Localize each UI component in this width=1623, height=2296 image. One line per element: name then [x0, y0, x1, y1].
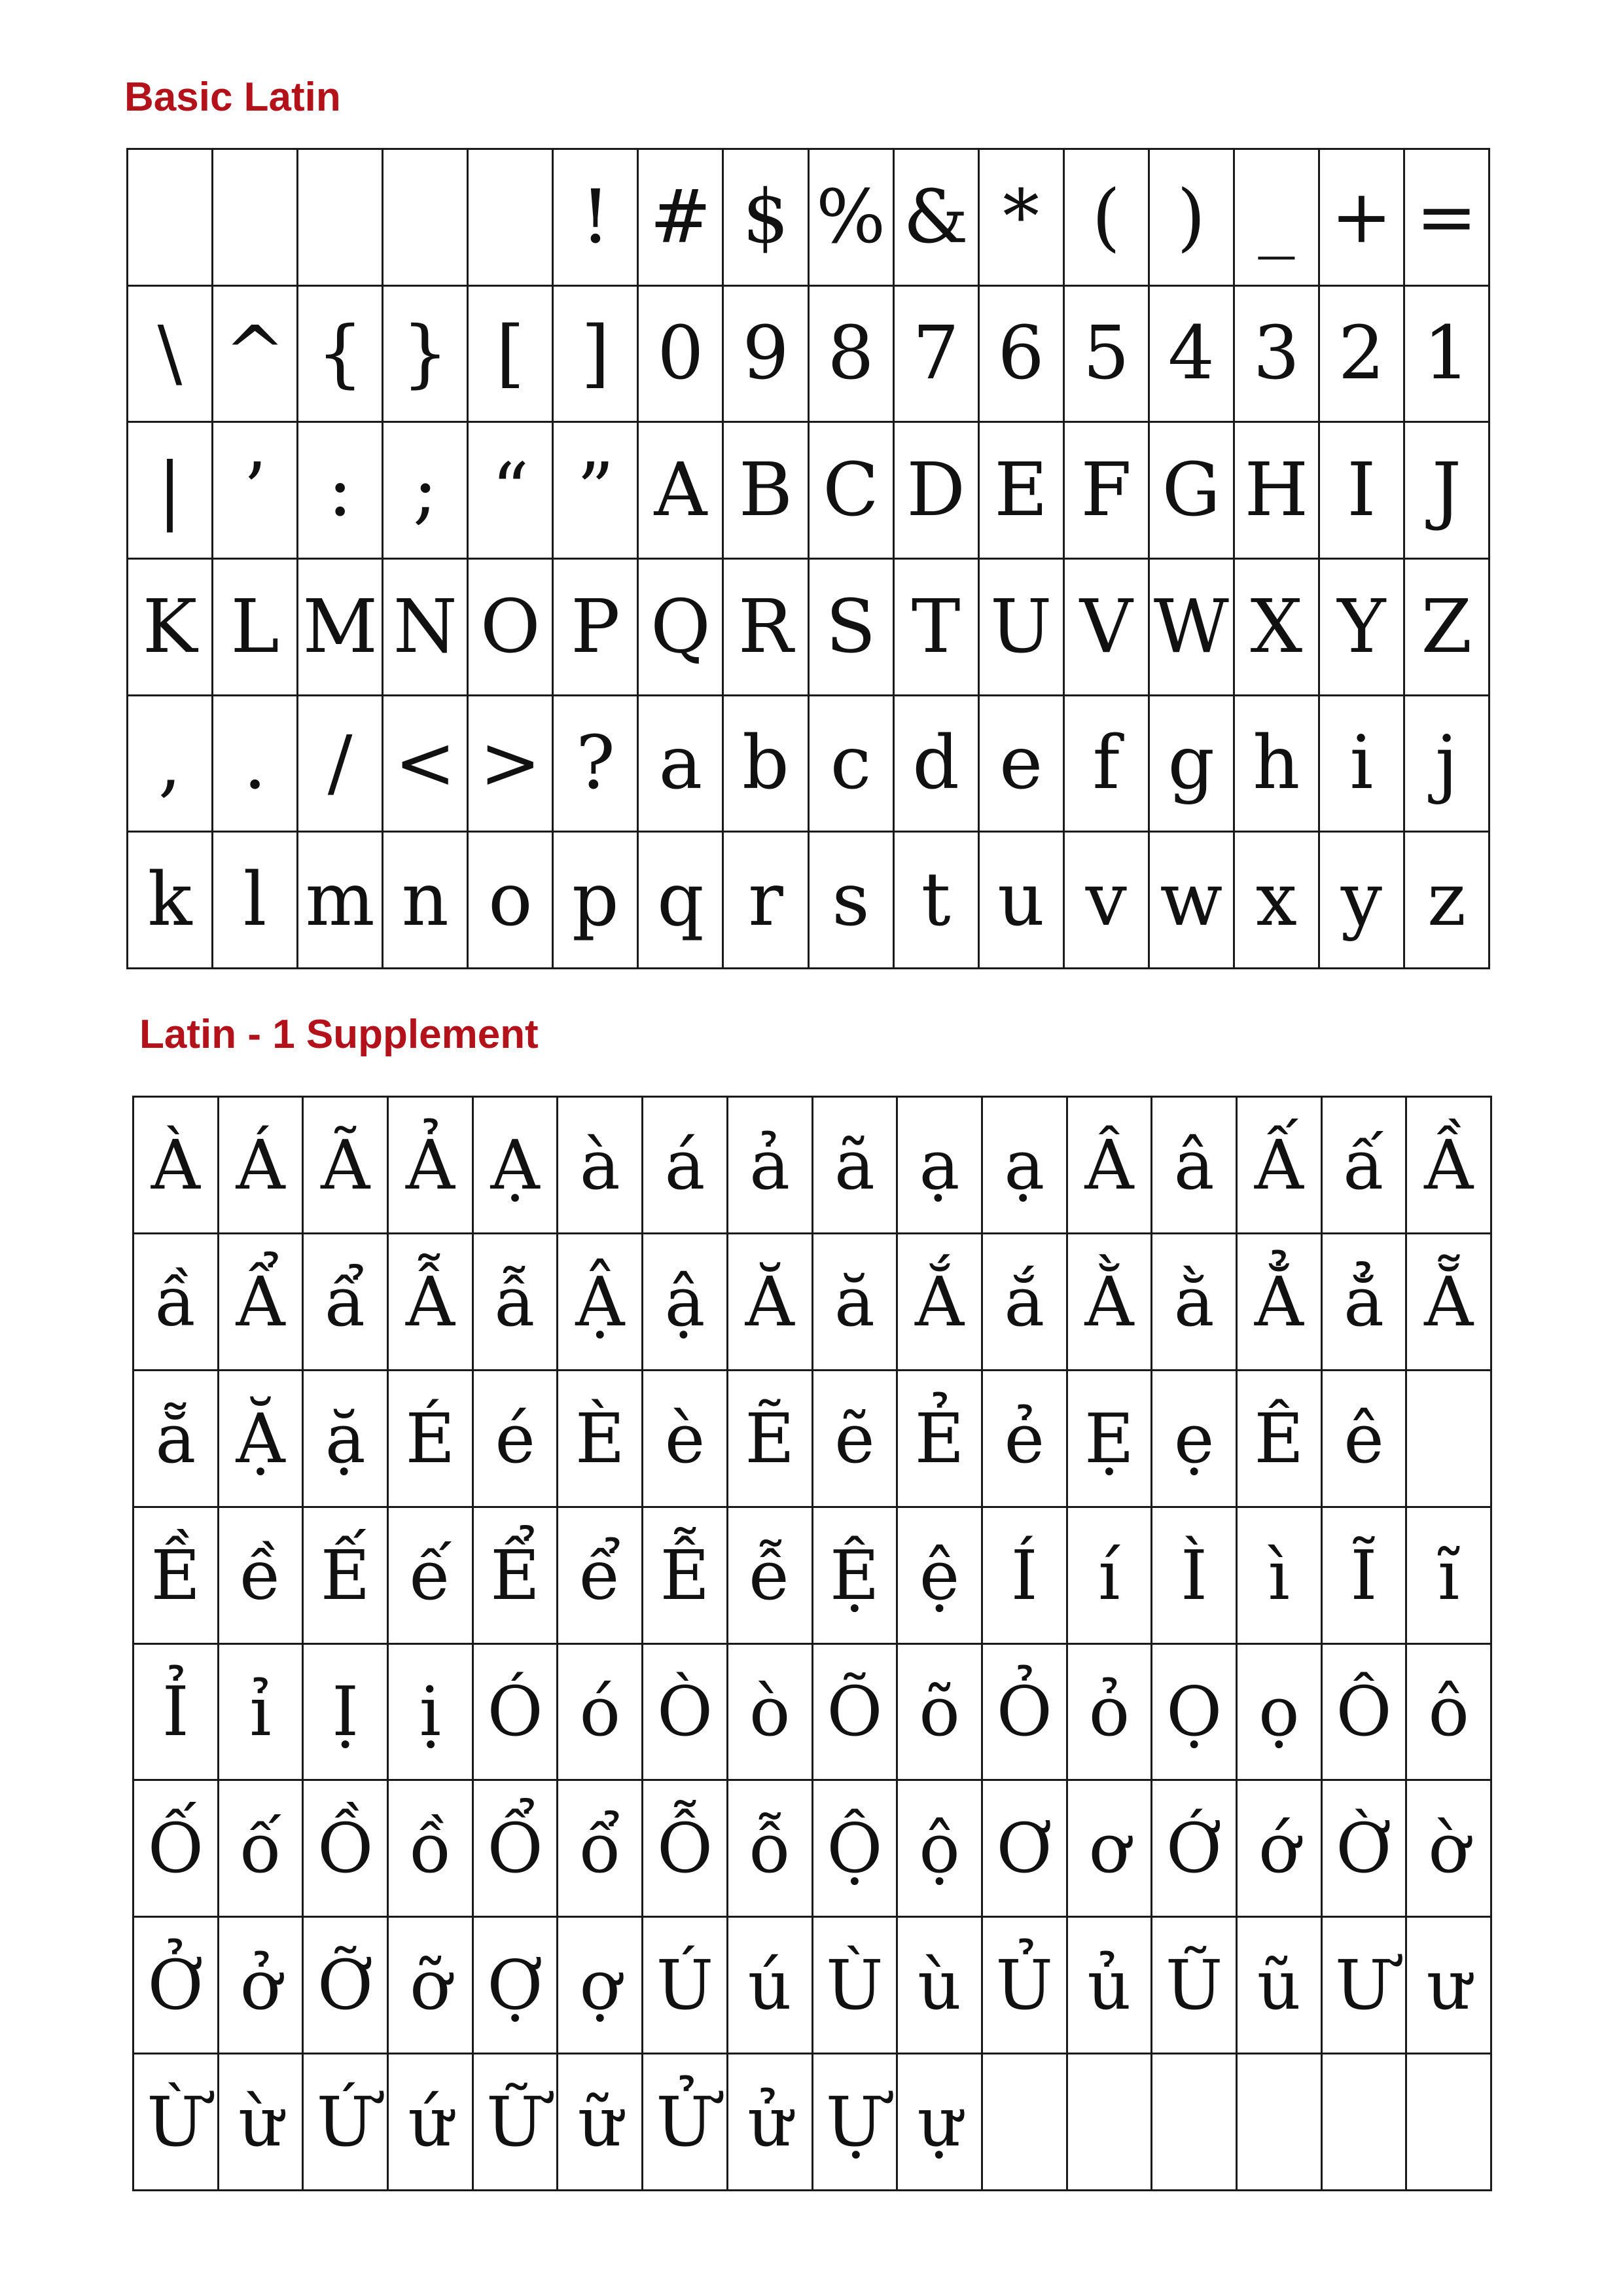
glyph-cell: Í [983, 1508, 1068, 1645]
glyph-cell: Ạ [474, 1098, 559, 1234]
glyph-cell: | [128, 423, 213, 560]
glyph-cell-empty [1407, 1371, 1492, 1508]
glyph-cell: R [724, 560, 809, 696]
glyph-cell: ặ [304, 1371, 389, 1508]
glyph-cell: P [554, 560, 639, 696]
glyph-cell: Ợ [474, 1918, 559, 2054]
section-title-latin-1-supplement: Latin - 1 Supplement [139, 1012, 539, 1057]
glyph-cell: È [558, 1371, 643, 1508]
glyph-cell: i [1320, 696, 1405, 833]
glyph-cell: ứ [389, 2054, 474, 2191]
glyph-cell: } [383, 287, 469, 423]
glyph-cell: W [1150, 560, 1235, 696]
glyph-cell: Ứ [304, 2054, 389, 2191]
glyph-cell-empty [1152, 2054, 1238, 2191]
glyph-cell: Ủ [983, 1918, 1068, 2054]
glyph-cell: k [128, 833, 213, 969]
glyph-cell: Ả [389, 1098, 474, 1234]
glyph-cell: ủ [1068, 1918, 1153, 2054]
glyph-cell: Ê [1238, 1371, 1323, 1508]
glyph-cell: c [810, 696, 895, 833]
glyph-cell: 4 [1150, 287, 1235, 423]
glyph-cell: ỉ [219, 1645, 304, 1782]
glyph-cell: m [298, 833, 383, 969]
glyph-cell: ] [554, 287, 639, 423]
glyph-cell: ấ [1323, 1098, 1408, 1234]
glyph-cell: Ẽ [728, 1371, 813, 1508]
glyph-cell: ẳ [1323, 1234, 1408, 1371]
glyph-cell: x [1235, 833, 1320, 969]
glyph-cell: = [1405, 150, 1490, 287]
glyph-cell: 1 [1405, 287, 1490, 423]
glyph-cell: , [128, 696, 213, 833]
glyph-cell-empty [1068, 2054, 1153, 2191]
section-title-basic-latin: Basic Latin [124, 75, 341, 120]
glyph-cell: ẹ [1152, 1371, 1238, 1508]
glyph-cell: Ơ [983, 1781, 1068, 1918]
glyph-cell: ú [728, 1918, 813, 2054]
glyph-cell: & [895, 150, 980, 287]
glyph-cell-empty [298, 150, 383, 287]
glyph-cell: Õ [813, 1645, 899, 1782]
glyph-cell: < [383, 696, 469, 833]
glyph-cell: Ỡ [304, 1918, 389, 2054]
glyph-cell: õ [898, 1645, 983, 1782]
glyph-cell: A [639, 423, 724, 560]
glyph-cell: ẵ [134, 1371, 219, 1508]
glyph-cell: ò [728, 1645, 813, 1782]
glyph-cell-empty [1407, 2054, 1492, 2191]
glyph-cell: Ẳ [1238, 1234, 1323, 1371]
glyph-cell: 7 [895, 287, 980, 423]
glyph-cell: L [213, 560, 298, 696]
glyph-cell: “ [469, 423, 554, 560]
glyph-cell: á [643, 1098, 728, 1234]
glyph-cell: ữ [558, 2054, 643, 2191]
glyph-cell: Ẹ [1068, 1371, 1153, 1508]
glyph-cell: Ậ [558, 1234, 643, 1371]
glyph-cell: Y [1320, 560, 1405, 696]
glyph-cell: ẫ [474, 1234, 559, 1371]
glyph-cell: Ằ [1068, 1234, 1153, 1371]
glyph-cell: J [1405, 423, 1490, 560]
glyph-cell: ’ [213, 423, 298, 560]
glyph-cell: Á [219, 1098, 304, 1234]
glyph-cell: À [134, 1098, 219, 1234]
glyph-cell: ậ [643, 1234, 728, 1371]
glyph-cell: ằ [1152, 1234, 1238, 1371]
glyph-cell: S [810, 560, 895, 696]
glyph-cell: U [980, 560, 1065, 696]
glyph-cell: Ự [813, 2054, 899, 2191]
glyph-cell: Ó [474, 1645, 559, 1782]
glyph-cell: b [724, 696, 809, 833]
glyph-cell: \ [128, 287, 213, 423]
glyph-cell: Ỏ [983, 1645, 1068, 1782]
glyph-cell: ễ [728, 1508, 813, 1645]
glyph-cell: Ờ [1323, 1781, 1408, 1918]
glyph-cell: r [724, 833, 809, 969]
glyph-cell: ề [219, 1508, 304, 1645]
glyph-cell: j [1405, 696, 1490, 833]
glyph-cell: à [558, 1098, 643, 1234]
glyph-cell: a [639, 696, 724, 833]
glyph-cell: Ọ [1152, 1645, 1238, 1782]
glyph-cell: { [298, 287, 383, 423]
glyph-cell: B [724, 423, 809, 560]
glyph-cell: ả [728, 1098, 813, 1234]
glyph-cell: : [298, 423, 383, 560]
glyph-cell: Ở [134, 1918, 219, 2054]
glyph-cell: 5 [1065, 287, 1150, 423]
glyph-cell: ! [554, 150, 639, 287]
glyph-cell: ã [813, 1098, 899, 1234]
glyph-cell: ĩ [1407, 1508, 1492, 1645]
glyph-cell: ì [1238, 1508, 1323, 1645]
glyph-cell-empty [1238, 2054, 1323, 2191]
glyph-cell: Ệ [813, 1508, 899, 1645]
glyph-cell: D [895, 423, 980, 560]
glyph-cell: â [1152, 1098, 1238, 1234]
glyph-cell: Ẻ [898, 1371, 983, 1508]
glyph-cell: O [469, 560, 554, 696]
glyph-cell: ù [898, 1918, 983, 2054]
glyph-cell: ỗ [728, 1781, 813, 1918]
glyph-cell: Ễ [643, 1508, 728, 1645]
glyph-cell: Z [1405, 560, 1490, 696]
glyph-cell: ọ [1238, 1645, 1323, 1782]
glyph-cell: C [810, 423, 895, 560]
glyph-cell: . [213, 696, 298, 833]
glyph-cell-empty [1323, 2054, 1408, 2191]
glyph-cell: ổ [558, 1781, 643, 1918]
glyph-cell: Ồ [304, 1781, 389, 1918]
glyph-cell: M [298, 560, 383, 696]
glyph-cell: ư [1407, 1918, 1492, 2054]
glyph-cell: ớ [1238, 1781, 1323, 1918]
glyph-cell: p [554, 833, 639, 969]
glyph-cell: ế [389, 1508, 474, 1645]
glyph-cell: ; [383, 423, 469, 560]
glyph-cell: o [469, 833, 554, 969]
glyph-cell: ? [554, 696, 639, 833]
glyph-cell: N [383, 560, 469, 696]
glyph-cell: Ầ [1407, 1098, 1492, 1234]
glyph-cell: ) [1150, 150, 1235, 287]
glyph-cell: t [895, 833, 980, 969]
glyph-cell: ự [898, 2054, 983, 2191]
glyph-cell: u [980, 833, 1065, 969]
glyph-cell: Ă [728, 1234, 813, 1371]
glyph-cell: ẽ [813, 1371, 899, 1508]
glyph-cell: F [1065, 423, 1150, 560]
glyph-cell: ử [728, 2054, 813, 2191]
glyph-cell: ạ [898, 1098, 983, 1234]
glyph-cell: # [639, 150, 724, 287]
glyph-cell: Ũ [1152, 1918, 1238, 2054]
glyph-cell: q [639, 833, 724, 969]
glyph-cell: v [1065, 833, 1150, 969]
glyph-cell: ợ [558, 1918, 643, 2054]
glyph-cell: w [1150, 833, 1235, 969]
glyph-cell: Ổ [474, 1781, 559, 1918]
glyph-cell-empty [469, 150, 554, 287]
glyph-cell: Ô [1323, 1645, 1408, 1782]
glyph-cell: V [1065, 560, 1150, 696]
glyph-cell: / [298, 696, 383, 833]
glyph-cell: ó [558, 1645, 643, 1782]
glyph-cell-empty [983, 2054, 1068, 2191]
glyph-cell-empty [128, 150, 213, 287]
glyph-cell: e [980, 696, 1065, 833]
glyph-cell: Ử [643, 2054, 728, 2191]
glyph-cell: 3 [1235, 287, 1320, 423]
glyph-cell: s [810, 833, 895, 969]
glyph-cell: g [1150, 696, 1235, 833]
glyph-cell: ơ [1068, 1781, 1153, 1918]
glyph-cell: X [1235, 560, 1320, 696]
glyph-cell: ũ [1238, 1918, 1323, 2054]
glyph-cell: è [643, 1371, 728, 1508]
glyph-cell: Ặ [219, 1371, 304, 1508]
glyph-cell: ạ [983, 1098, 1068, 1234]
glyph-cell: 8 [810, 287, 895, 423]
glyph-cell: Ắ [898, 1234, 983, 1371]
glyph-cell: Ù [813, 1918, 899, 2054]
glyph-cell: ồ [389, 1781, 474, 1918]
glyph-cell: ờ [1407, 1781, 1492, 1918]
glyph-cell: Ư [1323, 1918, 1408, 2054]
glyph-cell: Ã [304, 1098, 389, 1234]
glyph-cell: ỏ [1068, 1645, 1153, 1782]
glyph-cell: h [1235, 696, 1320, 833]
glyph-cell: Ế [304, 1508, 389, 1645]
glyph-cell: [ [469, 287, 554, 423]
glyph-cell: Ữ [474, 2054, 559, 2191]
glyph-cell: Ớ [1152, 1781, 1238, 1918]
glyph-cell: $ [724, 150, 809, 287]
glyph-cell: ẻ [983, 1371, 1068, 1508]
glyph-cell: Ị [304, 1645, 389, 1782]
glyph-cell: Ố [134, 1781, 219, 1918]
glyph-cell: Ĩ [1323, 1508, 1408, 1645]
glyph-cell: ố [219, 1781, 304, 1918]
glyph-cell: % [810, 150, 895, 287]
glyph-cell: ô [1407, 1645, 1492, 1782]
glyph-cell: ắ [983, 1234, 1068, 1371]
glyph-cell: Ì [1152, 1508, 1238, 1645]
glyph-cell: Ộ [813, 1781, 899, 1918]
glyph-cell: + [1320, 150, 1405, 287]
glyph-cell: Ỗ [643, 1781, 728, 1918]
glyph-cell: n [383, 833, 469, 969]
glyph-cell: K [128, 560, 213, 696]
glyph-cell: Ẵ [1407, 1234, 1492, 1371]
glyph-cell: 6 [980, 287, 1065, 423]
glyph-cell: Ú [643, 1918, 728, 2054]
glyph-cell: ộ [898, 1781, 983, 1918]
glyph-cell: Q [639, 560, 724, 696]
glyph-cell: í [1068, 1508, 1153, 1645]
glyph-cell: ( [1065, 150, 1150, 287]
glyph-cell: Â [1068, 1098, 1153, 1234]
glyph-cell: Ẩ [219, 1234, 304, 1371]
glyph-cell: _ [1235, 150, 1320, 287]
glyph-cell: Ể [474, 1508, 559, 1645]
glyph-cell: é [474, 1371, 559, 1508]
glyph-cell-empty [213, 150, 298, 287]
glyph-cell: ^ [213, 287, 298, 423]
glyph-cell: ă [813, 1234, 899, 1371]
glyph-cell: ỡ [389, 1918, 474, 2054]
glyph-cell: Ò [643, 1645, 728, 1782]
glyph-cell: d [895, 696, 980, 833]
glyph-cell: É [389, 1371, 474, 1508]
glyph-cell: G [1150, 423, 1235, 560]
glyph-cell: Ấ [1238, 1098, 1323, 1234]
glyph-cell: ị [389, 1645, 474, 1782]
glyph-cell: H [1235, 423, 1320, 560]
glyph-grid-basic-latin [126, 148, 1490, 969]
glyph-cell: ầ [134, 1234, 219, 1371]
glyph-cell: Ỉ [134, 1645, 219, 1782]
glyph-cell: z [1405, 833, 1490, 969]
glyph-cell-empty [383, 150, 469, 287]
glyph-cell: ” [554, 423, 639, 560]
glyph-cell: Ừ [134, 2054, 219, 2191]
glyph-cell: 9 [724, 287, 809, 423]
glyph-cell: Ẫ [389, 1234, 474, 1371]
glyph-cell: ê [1323, 1371, 1408, 1508]
glyph-cell: I [1320, 423, 1405, 560]
glyph-cell: ừ [219, 2054, 304, 2191]
glyph-cell: ệ [898, 1508, 983, 1645]
glyph-cell: 0 [639, 287, 724, 423]
glyph-cell: 2 [1320, 287, 1405, 423]
glyph-cell: ể [558, 1508, 643, 1645]
glyph-grid-latin-1-supplement [132, 1096, 1492, 2191]
glyph-cell: y [1320, 833, 1405, 969]
glyph-cell: ở [219, 1918, 304, 2054]
glyph-cell: l [213, 833, 298, 969]
glyph-cell: ẩ [304, 1234, 389, 1371]
glyph-cell: > [469, 696, 554, 833]
glyph-cell: Ề [134, 1508, 219, 1645]
glyph-cell: * [980, 150, 1065, 287]
glyph-cell: T [895, 560, 980, 696]
glyph-cell: E [980, 423, 1065, 560]
glyph-cell: f [1065, 696, 1150, 833]
